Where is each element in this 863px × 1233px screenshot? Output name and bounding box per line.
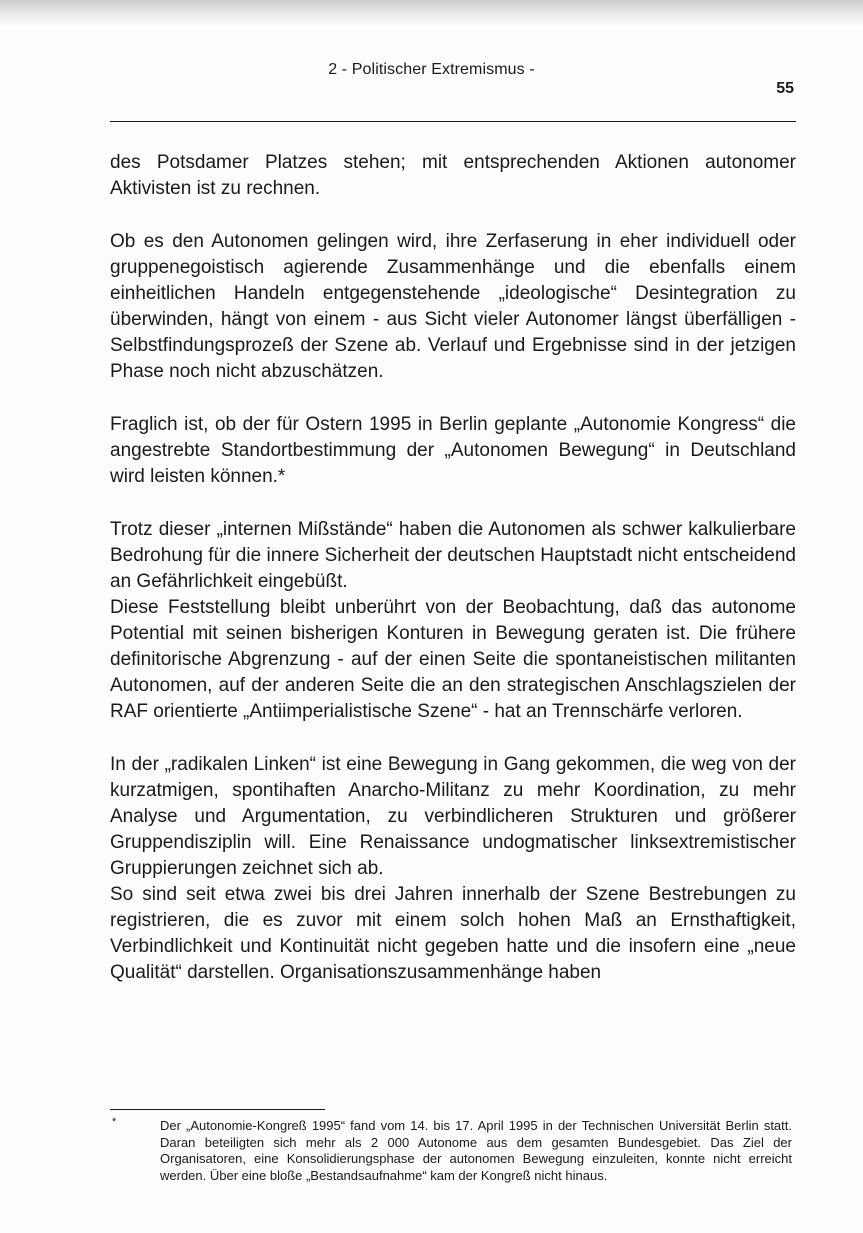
header-rule — [110, 121, 796, 122]
paragraph: So sind seit etwa zwei bis drei Jahren innerhalb der Szene Bestrebungen zu registrieren, die es zuvor mit einem solch hohen Maß an Ernsthaftigkeit, Verbindlichkeit und Kontinuität nicht gegeben hatte und die insofern eine „neue Qualität“ darstellen. Organisationszusammenhänge haben — [110, 884, 796, 983]
paragraph: des Potsdamer Platzes stehen; mit entsprechenden Aktionen autonomer Aktivisten ist zu rechnen. — [110, 152, 796, 199]
scan-edge-shadow — [0, 0, 863, 26]
body-text — [110, 150, 796, 986]
paragraph: Fraglich ist, ob der für Ostern 1995 in Berlin geplante „Autonomie Kongress“ die angestrebte Standortbestimmung der „Autonomen Bewegung“ in Deutschland wird leisten können.* — [110, 414, 796, 487]
paragraph: Trotz dieser „internen Mißstände“ haben die Autonomen als schwer kalkulierbare Bedrohung für die innere Sicherheit der deutschen Hauptstadt nicht entscheidend an Gefährlichkeit eingebüßt. — [110, 519, 796, 592]
running-header: 2 - Politischer Extremismus - — [328, 61, 535, 78]
page-number: 55 — [776, 80, 794, 97]
footnote — [160, 1118, 792, 1184]
footnote-marker: * — [112, 1116, 117, 1128]
paragraph: In der „radikalen Linken“ ist eine Bewegung in Gang gekommen, die weg von der kurzatmigen, spontihaften Anarcho-Militanz zu mehr Koordination, zu mehr Analyse und Argumentation, zu verbindlicheren Strukturen und größerer Gruppendisziplin will. Eine Renaissance undogmatischer linksextremistischer Gruppierungen zeichnet sich ab. — [110, 754, 796, 879]
paragraph: Diese Feststellung bleibt unberührt von der Beobachtung, daß das autonome Potential mit seinen bisherigen Konturen in Bewegung geraten ist. Die frühere definitorische Abgrenzung - auf der einen Seite die spontaneistischen militanten Autonomen, auf der anderen Seite die an den strategischen Anschlagszielen der RAF orientierte „Antiimperialistische Szene“ - hat an Trennschärfe verloren. — [110, 597, 796, 722]
footnote-text: Der „Autonomie-Kongreß 1995“ fand vom 14. bis 17. April 1995 in der Technischen Universität Berlin statt. Daran beteiligten sich mehr als 2 000 Autonome aus dem gesamten Bundesgebiet. Das Ziel der Organisatoren, eine Konsolidierungsphase der autonomen Bewegung einzuleiten, konnte nicht erreicht werden. Über eine bloße „Bestandsaufnahme“ kam der Kongreß nicht hinaus. — [160, 1118, 792, 1183]
footnote-rule — [110, 1109, 325, 1110]
paragraph: Ob es den Autonomen gelingen wird, ihre Zerfaserung in eher individuell oder gruppenegoistisch agierende Zusammenhänge und die ebenfalls einem einheitlichen Handeln entgegenstehende „ideologische“ Desintegration zu überwinden, hängt von einem - aus Sicht vieler Autonomer längst überfälligen - Selbstfindungsprozeß der Szene ab. Verlauf und Ergebnisse sind in der jetzigen Phase noch nicht abzuschätzen. — [110, 231, 796, 382]
